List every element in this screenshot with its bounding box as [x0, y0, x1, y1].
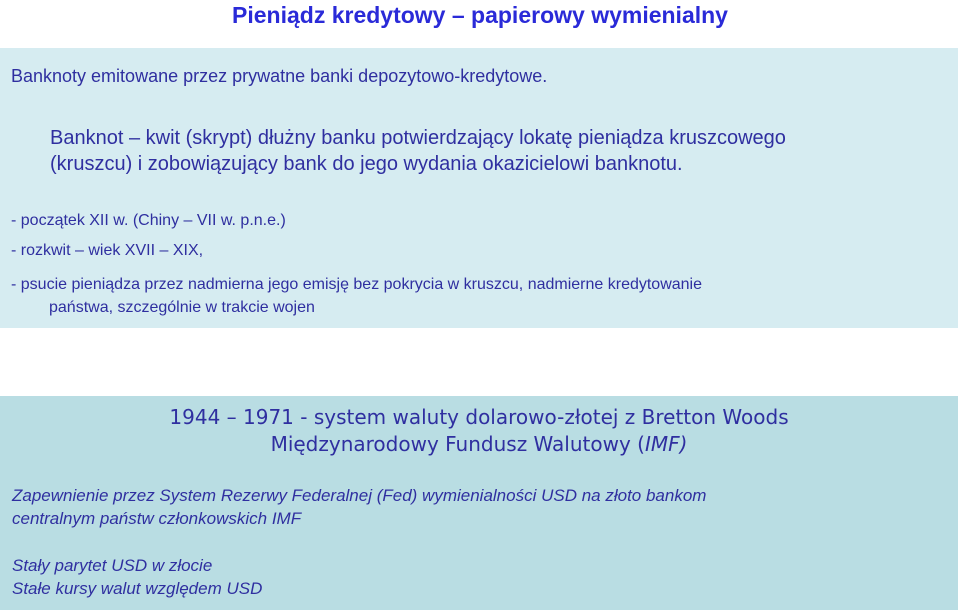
- fed-convertibility-text: [12, 484, 706, 530]
- parity-line-1: Stały parytet USD w złocie: [12, 556, 213, 575]
- history-box: [0, 48, 958, 328]
- bullet-debasement-line-2: państwa, szczególnie w trakcie wojen: [49, 299, 315, 316]
- parity-line-2: Stałe kursy walut względem USD: [12, 579, 263, 598]
- imf-line: [0, 431, 958, 458]
- bullet-origin: - początek XII w. (Chiny – VII w. p.n.e.): [11, 212, 286, 229]
- bretton-woods-line-1: 1944 – 1971 - system waluty dolarowo-złotej z Bretton Woods: [169, 405, 789, 429]
- imf-abbrev: IMF): [644, 432, 688, 456]
- bretton-woods-box: [0, 396, 958, 610]
- bullet-flourish: - rozkwit – wiek XVII – XIX,: [11, 242, 204, 259]
- bullet-debasement-line-1: - psucie pieniądza przez nadmierna jego emisję bez pokrycia w kruszcu, nadmierne kredytowanie: [11, 276, 703, 293]
- intro-text: Banknoty emitowane przez prywatne banki depozytowo-kredytowe.: [11, 66, 548, 86]
- definition-text: [50, 125, 786, 177]
- definition-line-1: Banknot – kwit (skrypt) dłużny banku potwierdzający lokatę pieniądza kruszcowego: [50, 127, 786, 149]
- parity-text: [12, 554, 262, 600]
- definition-line-2: (kruszcu) i zobowiązujący bank do jego wydania okazicielowi banknotu.: [50, 153, 683, 175]
- bullet-debasement: [11, 273, 702, 319]
- fed-line-2: centralnym państw członkowskich IMF: [12, 509, 302, 528]
- bretton-woods-heading: [0, 404, 958, 458]
- page-title: Pieniądz kredytowy – papierowy wymienialny: [232, 2, 728, 28]
- fed-line-1: Zapewnienie przez System Rezerwy Federalnej (Fed) wymienialności USD na złoto bankom: [12, 486, 707, 505]
- imf-name: Międzynarodowy Fundusz Walutowy (: [270, 432, 645, 456]
